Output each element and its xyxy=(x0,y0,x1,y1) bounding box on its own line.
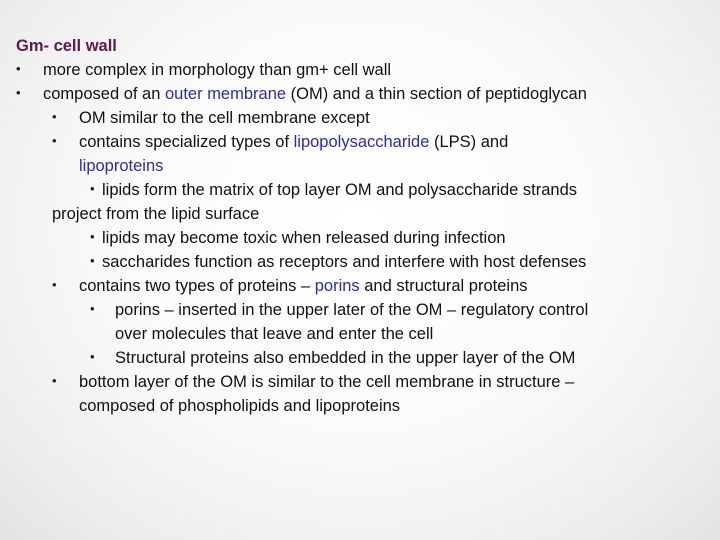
bullet-icon: • xyxy=(52,109,57,124)
text-span: (LPS) and xyxy=(429,133,509,151)
text-span: (OM) and a thin section of peptidoglycan xyxy=(286,85,587,103)
text-span: contains specialized types of xyxy=(79,133,294,151)
bullet-icon: • xyxy=(90,181,95,196)
bullet-text xyxy=(79,274,528,298)
bullet-icon: • xyxy=(90,229,95,244)
bullet-icon: • xyxy=(90,349,95,364)
text-span: composed of an xyxy=(43,85,165,103)
bullet-text: saccharides function as receptors and interfere with host defenses xyxy=(102,253,587,271)
bullet-icon: • xyxy=(52,277,57,292)
bullet-text xyxy=(43,82,587,106)
bullet-text: bottom layer of the OM is similar to the cell membrane in structure – xyxy=(79,373,575,391)
bullet-text: Structural proteins also embedded in the upper layer of the OM xyxy=(115,349,576,367)
bullet-icon: • xyxy=(16,85,21,100)
highlight-term: outer membrane xyxy=(165,85,287,103)
bullet-text: porins – inserted in the upper later of the OM – regulatory control xyxy=(115,301,589,319)
bullet-text: more complex in morphology than gm+ cell wall xyxy=(43,61,392,79)
bullet-icon: • xyxy=(90,253,95,268)
bullet-icon: • xyxy=(90,301,95,316)
bullet-icon: • xyxy=(52,373,57,388)
highlight-term: porins xyxy=(314,277,360,295)
highlight-term: lipopolysaccharide xyxy=(293,133,430,151)
bullet-icon: • xyxy=(52,133,57,148)
bullet-icon: • xyxy=(16,61,21,76)
bullet-text: lipids form the matrix of top layer OM and polysaccharide strands xyxy=(102,181,578,199)
text-span: and structural proteins xyxy=(359,277,528,295)
text-span: contains two types of proteins – xyxy=(79,277,315,295)
bullet-text xyxy=(79,130,508,154)
bullet-text-continued: composed of phospholipids and lipoproteins xyxy=(79,397,401,415)
bullet-text-continued: project from the lipid surface xyxy=(52,205,260,223)
bullet-text: lipids may become toxic when released during infection xyxy=(102,229,506,247)
slide-title: Gm- cell wall xyxy=(16,37,117,55)
bullet-text-continued: over molecules that leave and enter the cell xyxy=(115,325,434,343)
bullet-text: OM similar to the cell membrane except xyxy=(79,109,370,127)
highlight-term: lipoproteins xyxy=(79,157,164,175)
